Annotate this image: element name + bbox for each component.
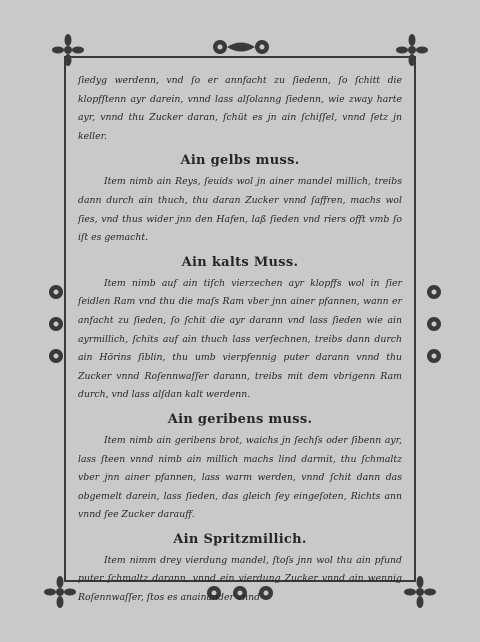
right-side-ornament-icon bbox=[420, 278, 454, 370]
left-side-ornament-icon bbox=[42, 278, 76, 370]
paragraph-continuation: ſiedyg werdenn, vnd ſo er annfacht zu ſiedenn, ſo ſchitt die klopfſtenn ayr darein, vnnd lass alſolanng ſiedenn, wie zway harte ayr, vnnd thu Zucker daran, ſchüt es jn ain ſchiſſel, vnnd ſetz jn keller. bbox=[78, 75, 402, 142]
recipe-heading-geribens-muss: Ain geribens muss. bbox=[167, 411, 313, 427]
top-center-ornament-icon bbox=[206, 34, 276, 60]
corner-ornament-top-left-icon bbox=[48, 30, 88, 70]
recipe-paragraph: Item nimb ain geribens brot, waichs jn ſechſs oder ſibenn ayr, lass ſteen vnnd nimb ain millich machs lind darmit, thu ſchmaltz vber jnn ainer pfannen, lass warm werden, vnnd ſchit dann das obgemelt darein, lass ſieden, das gleich ſey eingeſoten, Richts ann vnnd ſee Zucker darauff. bbox=[78, 434, 402, 521]
corner-ornament-top-right-icon bbox=[392, 30, 432, 70]
recipe-heading-gelbs-muss: Ain gelbs muss. bbox=[180, 153, 300, 169]
corner-ornament-bottom-right-icon bbox=[400, 572, 440, 612]
recipe-heading-spritzmillich: Ain Spritzmillich. bbox=[173, 531, 307, 547]
recipe-paragraph: Item nimm drey vierdung mandel, ſtoſs jnn wol thu ain pfund puter ſchmaltz darann, vnnd ein vierdung Zucker vnnd ain wennig Roſennwaſſer, ſtos es anainander vnnd bbox=[78, 554, 402, 604]
recipe-heading-kalts-muss: Ain kalts Muss. bbox=[181, 254, 299, 270]
recipe-paragraph: Item nimb ain Reys, ſeuids wol jn ainer mandel millich, treibs dann durch ain thuch, thu daran Zucker vnnd ſaffren, machs wol ſies, vnd thus wider jnn den Hafen, laß ſieden vnd riers offt vmb ſo iſt es gemacht. bbox=[78, 176, 402, 244]
corner-ornament-bottom-left-icon bbox=[40, 572, 80, 612]
recipe-text-body bbox=[78, 72, 402, 608]
recipe-paragraph: Item nimb auf ain tiſch vierzechen ayr klopffs wol in ſier ſeidlen Ram vnd thu die maſs Ram vber jnn ainer pfannen, wann er anfacht zu ſieden, ſo ſchit die ayr darann vnd lass ſieden wie ain ayrmillich, ſchits auf ain thuch lass verſechnen, treibs dann durch ain Hörins ſiblin, thu umb vierpfennig puter darann vnnd thu Zucker vnnd Roſennwaſſer darann, treibs mit dem vbrigenn Ram durch, vnd lass alſdan kalt werdenn. bbox=[78, 277, 402, 401]
